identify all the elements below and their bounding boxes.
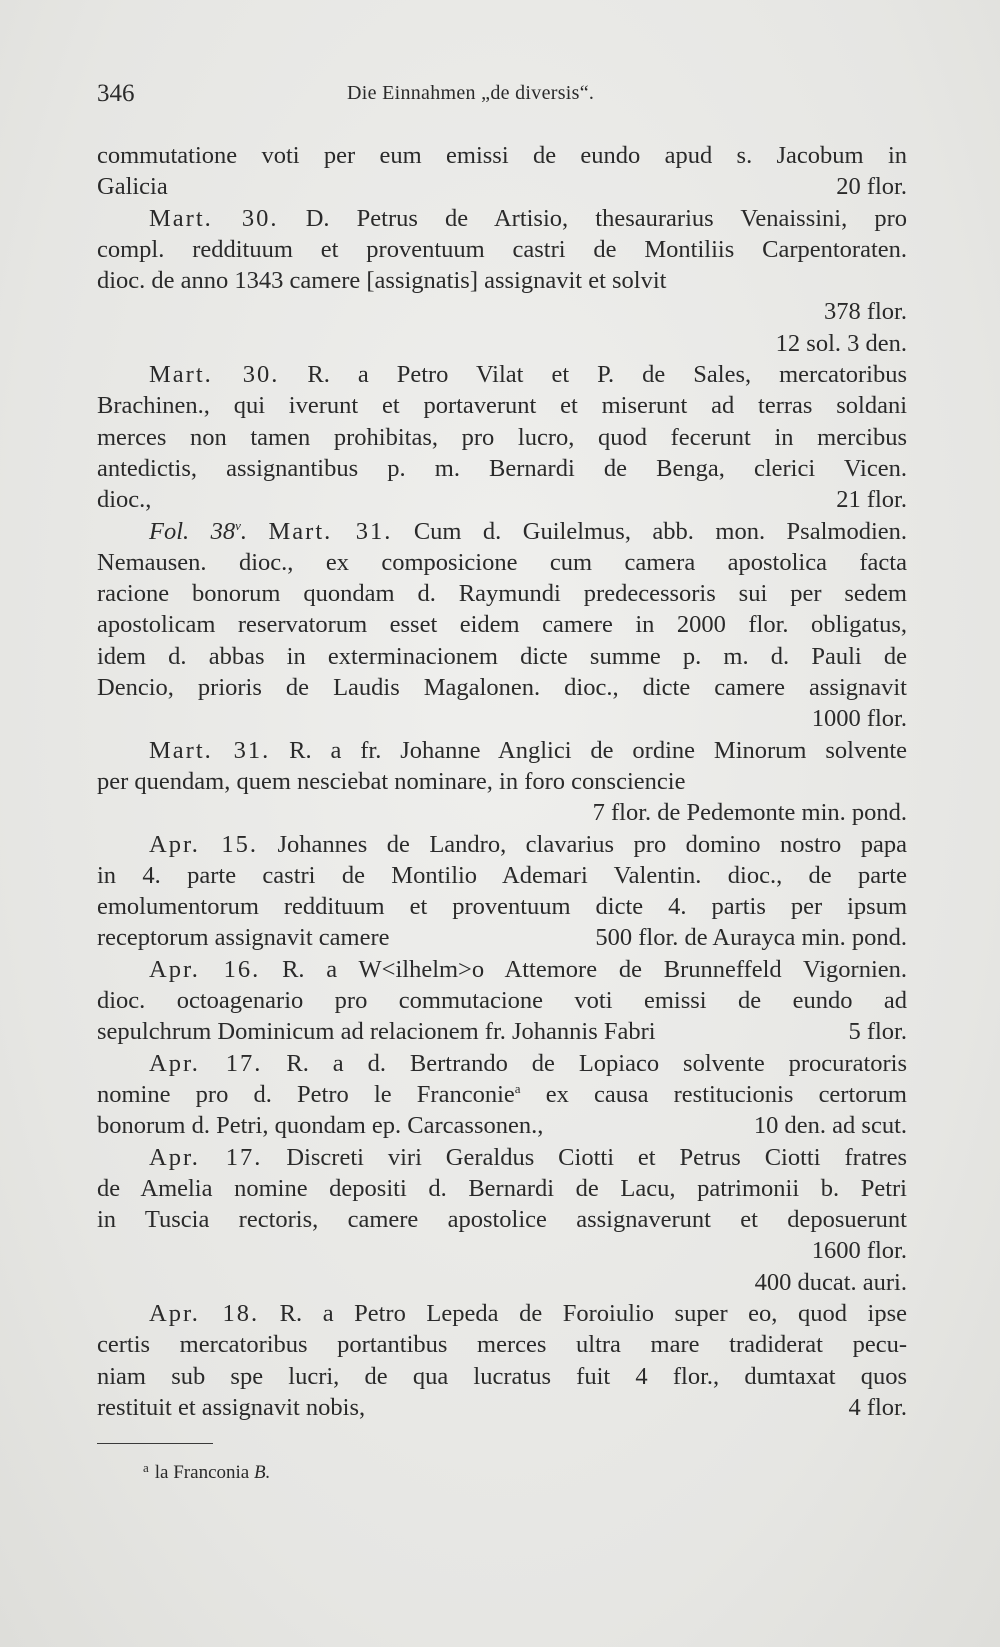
text-line: niam sub spe lucri, de qua lucratus fuit 4 flor., dumtaxat quos — [97, 1362, 907, 1390]
line-text: Galicia — [97, 173, 168, 201]
line-text: R. a Petro Lepeda de Foroiulio super eo, quod ipse — [279, 1299, 908, 1327]
text-line: commutatione voti per eum emissi de eundo apud s. Jacobum in — [97, 142, 907, 169]
line-text: restituit et assignavit nobis, — [97, 1393, 366, 1421]
line-text: sepulchrum Dominicum ad relacionem fr. Johannis Fabri — [97, 1018, 656, 1046]
text-line — [97, 1016, 907, 1047]
text-line: antedictis, assignantibus p. m. Bernardi de Benga, clerici Vicen. — [97, 454, 907, 482]
amount: 500 flor. de Aurayca min. pond. — [595, 924, 907, 952]
text-line: Brachinen., qui iverunt et portaverunt et miserunt ad terras soldani — [97, 392, 907, 420]
entry-first-line — [97, 735, 907, 766]
footnote-divider — [97, 1443, 213, 1444]
line-text: D. Petrus de Artisio, thesaurarius Venaissini, pro — [305, 204, 908, 232]
line-text: R. a W<ilhelm>o Attemore de Brunneffeld Vigornien. — [282, 955, 907, 983]
text-line: apostolicam reservatorum esset eidem camere in 2000 flor. obligatus, — [97, 611, 907, 639]
line-text: bonorum d. Petri, quondam ep. Carcassonen., — [97, 1112, 544, 1140]
entry-date: Mart. 31. — [268, 517, 393, 545]
line-text: R. a fr. Johanne Anglici de ordine Minorum solvente — [289, 736, 907, 764]
text-line — [97, 484, 907, 515]
amount: 4 flor. — [848, 1393, 907, 1421]
entry-first-line — [97, 203, 907, 234]
amount: 10 den. ad scut. — [753, 1112, 907, 1140]
text-line: merces non tamen prohibitas, pro lucro, quod fecerunt in mercibus — [97, 423, 907, 451]
text-line: in Tuscia rectoris, camere apostolice assignaverunt et deposuerunt — [97, 1206, 907, 1234]
text-line — [97, 1392, 907, 1423]
text-line: per quendam, quem nesciebat nominare, in foro consciencie — [97, 767, 686, 795]
text-line: emolumentorum reddituum et proventuum dicte 4. partis per ipsum — [97, 893, 907, 921]
amount: 1600 flor. — [811, 1237, 907, 1265]
page-header — [97, 78, 907, 112]
text-line: certis mercatoribus portantibus merces ultra mare tradiderat pecu- — [97, 1331, 907, 1359]
footnote-marker: a — [514, 1080, 521, 1096]
entry-first-line — [97, 829, 907, 860]
text-line: compl. reddituum et proventuum castri de Montiliis Carpentoraten. — [97, 235, 907, 263]
amount: 400 ducat. auri. — [754, 1268, 907, 1296]
entry-first-line — [97, 954, 907, 985]
text-line: dioc. octoagenario pro commutacione voti emissi de eundo ad — [97, 987, 907, 1015]
entry-date: Apr. 17. — [149, 1049, 263, 1077]
amount: 378 flor. — [823, 298, 907, 326]
text-line — [97, 922, 907, 953]
text-line — [97, 1110, 907, 1141]
entry-date: Mart. 31. — [149, 736, 271, 764]
line-text: Johannes de Landro, clavarius pro domino nostro papa — [277, 830, 907, 858]
footnote-text: la Franconia — [154, 1462, 250, 1483]
entry-date: Apr. 15. — [149, 830, 258, 858]
amount: 20 flor. — [836, 173, 907, 201]
entry-date: Mart. 30. — [149, 361, 280, 389]
folio-reference: Fol. 38$^v$. — [149, 517, 248, 545]
footnote-siglum: B. — [253, 1462, 271, 1483]
footnote — [143, 1460, 270, 1484]
amount: 1000 flor. — [811, 705, 907, 733]
running-title: Die Einnahmen „de diversis“. — [347, 82, 595, 104]
amount: 5 flor. — [848, 1018, 907, 1046]
line-text: Discreti viri Geraldus Ciotti et Petrus Ciotti fratres — [286, 1143, 908, 1171]
main-text — [97, 140, 907, 1423]
line-text: R. a Petro Vilat et P. de Sales, mercatoribus — [307, 361, 908, 389]
entry-first-line — [97, 1048, 907, 1079]
amount: 12 sol. 3 den. — [775, 329, 907, 357]
text-line: idem d. abbas in exterminacionem dicte summe p. m. d. Pauli de — [97, 642, 907, 670]
amount: 21 flor. — [836, 486, 907, 514]
text-line: nomine pro d. Petro le Franconie$^a$ ex causa restitucionis certorum — [97, 1080, 907, 1108]
text-line: racione bonorum quondam d. Raymundi predecessoris sui per sedem — [97, 580, 907, 608]
line-text: receptorum assignavit camere — [97, 924, 390, 952]
text-line: in 4. parte castri de Montilio Ademari Valentin. dioc., de parte — [97, 861, 907, 889]
page-number: 346 — [97, 80, 135, 107]
entry-first-line — [97, 1142, 907, 1173]
entry-date: Apr. 16. — [149, 955, 261, 983]
entry-date: Apr. 17. — [149, 1143, 263, 1171]
text-line — [97, 171, 907, 202]
line-text: Cum d. Guilelmus, abb. mon. Psalmodien. — [413, 517, 908, 545]
text-line: Nemausen. dioc., ex composicione cum camera apostolica facta — [97, 548, 907, 576]
entry-first-line — [97, 1298, 907, 1329]
text-line: de Amelia nomine depositi d. Bernardi de Lacu, patrimonii b. Petri — [97, 1174, 907, 1202]
entry-first-line — [97, 516, 907, 547]
entry-first-line — [97, 359, 907, 390]
line-text: R. a d. Bertrando de Lopiaco solvente procuratoris — [286, 1049, 907, 1077]
footnote-marker: a — [143, 1460, 149, 1475]
text-line: Dencio, prioris de Laudis Magalonen. dioc., dicte camere assignavit — [97, 674, 907, 702]
text-line: dioc. de anno 1343 camere [assignatis] assignavit et solvit — [97, 267, 667, 295]
entry-date: Apr. 18. — [149, 1299, 260, 1327]
entry-date: Mart. 30. — [149, 204, 279, 232]
amount: 7 flor. de Pedemonte min. pond. — [592, 799, 907, 827]
line-text: dioc., — [97, 486, 152, 514]
